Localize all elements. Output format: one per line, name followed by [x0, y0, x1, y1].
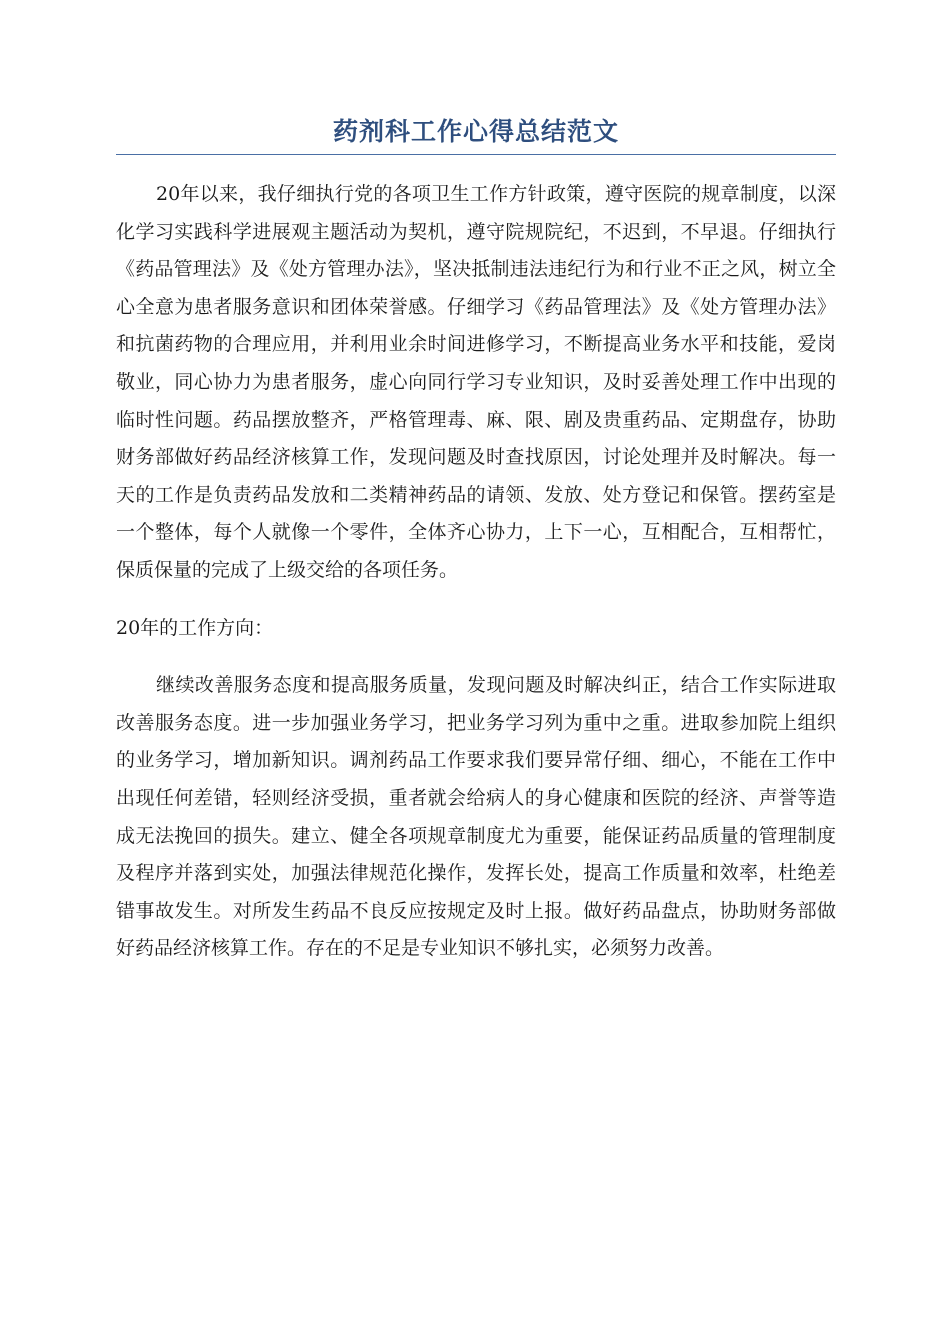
section-heading-work-direction: 20年的工作方向： — [116, 616, 274, 639]
document-title: 药剂科工作心得总结范文 — [332, 117, 619, 146]
document-page — [116, 112, 836, 968]
body-paragraph-direction: 继续改善服务态度和提高服务质量，发现问题及时解决纠正，结合工作实际进取改善服务态度。进一步加强业务学习，把业务学习列为重中之重。进取参加院上组织的业务学习，增加新知识。调剂药品工作要求我们要异常仔细、细心，不能在工作中出现任何差错，轻则经济受损，重者就会给病人的身心健康和医院的经济、声誉等造成无法挽回的损失。建立、健全各项规章制度尤为重要，能保证药品质量的管理制度及程序并落到实处，加强法律规范化操作，发挥长处，提高工作质量和效率，杜绝差错事故发生。对所发生药品不良反应按规定及时上报。做好药品盘点，协助财务部做好药品经济核算工作。存在的不足是专业知识不够扎实，必须努力改善。 — [116, 674, 836, 960]
body-paragraph-summary: 20年以来，我仔细执行党的各项卫生工作方针政策，遵守医院的规章制度，以深化学习实践科学进展观主题活动为契机，遵守院规院纪，不迟到，不早退。仔细执行《药品管理法》及《处方管理办法》，坚决抵制违法违纪行为和行业不正之风，树立全心全意为患者服务意识和团体荣誉感。仔细学习《药品管理法》及《处方管理办法》和抗菌药物的合理应用，并利用业余时间进修学习，不断提高业务水平和技能，爱岗敬业，同心协力为患者服务，虚心向同行学习专业知识，及时妥善处理工作中出现的临时性问题。药品摆放整齐，严格管理毒、麻、限、剧及贵重药品、定期盘存，协助财务部做好药品经济核算工作，发现问题及时查找原因，讨论处理并及时解决。每一天的工作是负责药品发放和二类精神药品的请领、发放、处方登记和保管。摆药室是一个整体，每个人就像一个零件，全体齐心协力，上下一心，互相配合，互相帮忙，保质保量的完成了上级交给的各项任务。 — [116, 183, 836, 581]
title-underline — [116, 154, 836, 155]
